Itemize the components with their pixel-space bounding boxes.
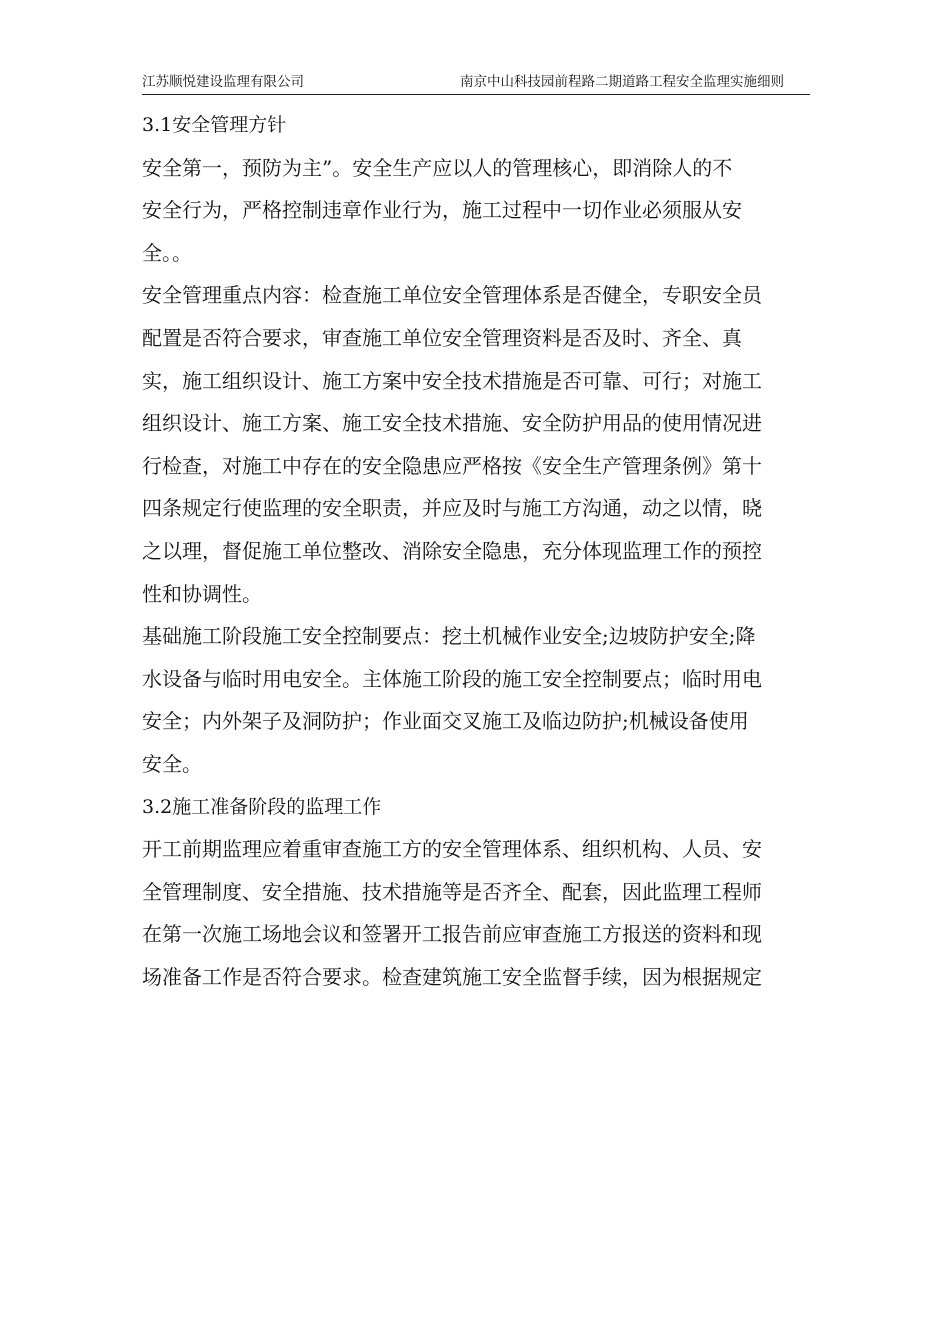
section-heading: 3.1安全管理方针 bbox=[142, 114, 287, 136]
text-line: 全。。 bbox=[142, 240, 192, 265]
text-line: 性和协调性。 bbox=[142, 581, 262, 606]
text-line: 之以理，督促施工单位整改、消除安全隐患，充分体现监理工作的预控 bbox=[142, 538, 762, 563]
text-line: 安全；内外架子及洞防护；作业面交叉施工及临边防护;机械设备使用 bbox=[142, 709, 749, 734]
text-line: 配置是否符合要求，审查施工单位安全管理资料是否及时、齐全、真 bbox=[142, 325, 742, 350]
text-line: 安全。 bbox=[142, 751, 202, 776]
text-line: 基础施工阶段施工安全控制要点：挖土机械作业安全;边坡防护安全;降 bbox=[142, 624, 756, 649]
text-line: 场准备工作是否符合要求。检查建筑施工安全监督手续，因为根据规定 bbox=[142, 964, 762, 989]
text-line: 在第一次施工场地会议和签署开工报告前应审查施工方报送的资料和现 bbox=[142, 922, 762, 947]
header-company-name: 江苏顺悦建设监理有限公司 bbox=[142, 74, 304, 90]
paragraph-key-content bbox=[142, 274, 810, 615]
text-line: 四条规定行使监理的安全职责，并应及时与施工方沟通，动之以情，晓 bbox=[142, 496, 762, 521]
document-body bbox=[142, 104, 810, 998]
paragraph-control-points bbox=[142, 615, 810, 785]
text-line: 安全行为，严格控制违章作业行为，施工过程中一切作业必须服从安 bbox=[142, 198, 742, 223]
paragraph-preparation-stage bbox=[142, 828, 810, 998]
text-line: 全管理制度、安全措施、技术措施等是否齐全、配套，因此监理工程师 bbox=[142, 879, 762, 904]
text-line: 行检查，对施工中存在的安全隐患应严格按《安全生产管理条例》第十 bbox=[142, 453, 762, 478]
paragraph-safety-policy bbox=[142, 147, 810, 275]
text-line: 安全管理重点内容：检查施工单位安全管理体系是否健全，专职安全员 bbox=[142, 283, 762, 308]
text-line: 安全第一，预防为主”。安全生产应以人的管理核心，即消除人的不 bbox=[142, 155, 733, 180]
text-line: 水设备与临时用电安全。主体施工阶段的施工安全控制要点；临时用电 bbox=[142, 666, 762, 691]
text-line: 组织设计、施工方案、施工安全技术措施、安全防护用品的使用情况进 bbox=[142, 411, 762, 436]
header-document-title: 南京中山科技园前程路二期道路工程安全监理实施细则 bbox=[460, 74, 784, 90]
text-line: 开工前期监理应着重审查施工方的安全管理体系、组织机构、人员、安 bbox=[142, 837, 762, 862]
text-line: 实，施工组织设计、施工方案中安全技术措施是否可靠、可行；对施工 bbox=[142, 368, 762, 393]
section-heading: 3.2施工准备阶段的监理工作 bbox=[142, 795, 382, 818]
page-header bbox=[142, 64, 810, 95]
